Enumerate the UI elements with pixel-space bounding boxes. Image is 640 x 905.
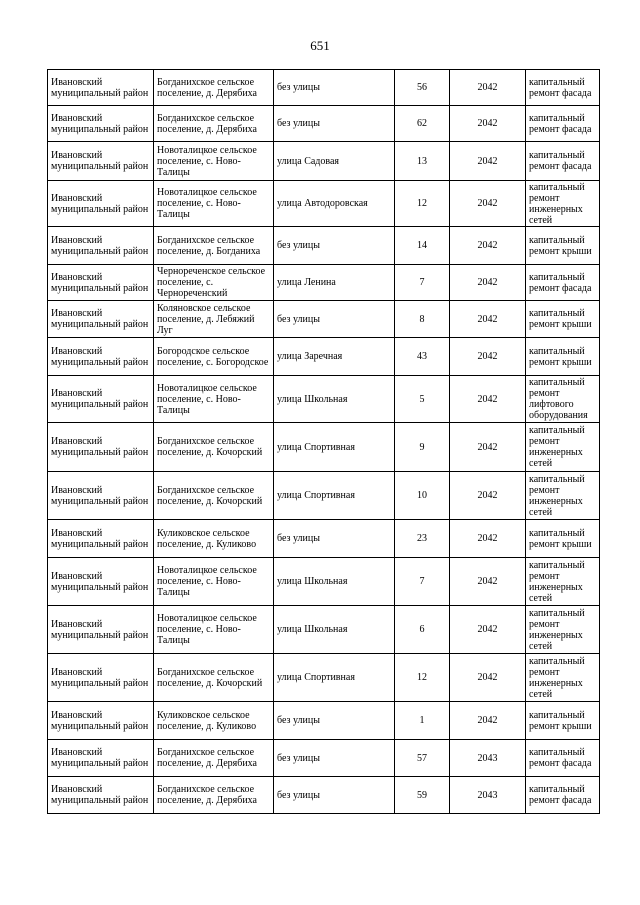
house-number-cell: 7 [395,265,450,301]
house-number-cell: 12 [395,181,450,227]
house-number-cell: 6 [395,606,450,654]
year-cell: 2042 [450,654,526,702]
district-cell: Ивановский муниципальный район [48,181,154,227]
work-type-cell: капитальный ремонт крыши [526,338,600,376]
district-cell: Ивановский муниципальный район [48,142,154,181]
settlement-cell: Богданихское сельское поселение, д. Дерябиха [154,70,274,106]
settlement-cell: Богданихское сельское поселение, д. Дерябиха [154,740,274,777]
table-row [48,181,600,227]
settlement-cell: Чернореченское сельское поселение, с. Чернореченский [154,265,274,301]
work-type-cell: капитальный ремонт фасада [526,265,600,301]
year-cell: 2042 [450,181,526,227]
district-cell: Ивановский муниципальный район [48,376,154,423]
table-row [48,376,600,423]
house-number-cell: 10 [395,472,450,520]
district-cell: Ивановский муниципальный район [48,301,154,338]
settlement-cell: Богородское сельское поселение, с. Богородское [154,338,274,376]
work-type-cell: капитальный ремонт инженерных сетей [526,472,600,520]
settlement-cell: Богданихское сельское поселение, д. Кочорский [154,423,274,472]
year-cell: 2042 [450,606,526,654]
house-number-cell: 59 [395,777,450,814]
table-body [48,70,600,814]
street-cell: улица Автодоровская [274,181,395,227]
street-cell: улица Заречная [274,338,395,376]
district-cell: Ивановский муниципальный район [48,70,154,106]
street-cell: без улицы [274,777,395,814]
district-cell: Ивановский муниципальный район [48,702,154,740]
house-number-cell: 7 [395,558,450,606]
house-number-cell: 5 [395,376,450,423]
settlement-cell: Богданихское сельское поселение, д. Кочорский [154,472,274,520]
district-cell: Ивановский муниципальный район [48,423,154,472]
house-number-cell: 14 [395,227,450,265]
year-cell: 2042 [450,301,526,338]
year-cell: 2043 [450,777,526,814]
table-row [48,265,600,301]
table-row [48,472,600,520]
table-row [48,558,600,606]
table-row [48,702,600,740]
table-row [48,520,600,558]
year-cell: 2042 [450,106,526,142]
table-row [48,423,600,472]
table-row [48,606,600,654]
work-type-cell: капитальный ремонт крыши [526,227,600,265]
year-cell: 2042 [450,520,526,558]
table-row [48,70,600,106]
street-cell: без улицы [274,70,395,106]
settlement-cell: Богданихское сельское поселение, д. Дерябиха [154,777,274,814]
house-number-cell: 56 [395,70,450,106]
work-type-cell: капитальный ремонт фасада [526,70,600,106]
year-cell: 2042 [450,70,526,106]
work-type-cell: капитальный ремонт инженерных сетей [526,181,600,227]
street-cell: улица Спортивная [274,472,395,520]
table-row [48,142,600,181]
year-cell: 2042 [450,423,526,472]
district-cell: Ивановский муниципальный район [48,606,154,654]
settlement-cell: Куликовское сельское поселение, д. Куликово [154,702,274,740]
year-cell: 2042 [450,472,526,520]
district-cell: Ивановский муниципальный район [48,227,154,265]
table-row [48,777,600,814]
house-number-cell: 1 [395,702,450,740]
street-cell: без улицы [274,740,395,777]
work-type-cell: капитальный ремонт инженерных сетей [526,606,600,654]
district-cell: Ивановский муниципальный район [48,654,154,702]
settlement-cell: Новоталицкое сельское поселение, с. Ново-Талицы [154,142,274,181]
table-row [48,301,600,338]
year-cell: 2042 [450,227,526,265]
street-cell: улица Ленина [274,265,395,301]
settlement-cell: Куликовское сельское поселение, д. Куликово [154,520,274,558]
work-type-cell: капитальный ремонт инженерных сетей [526,654,600,702]
year-cell: 2042 [450,376,526,423]
settlement-cell: Новоталицкое сельское поселение, с. Ново-Талицы [154,558,274,606]
settlement-cell: Новоталицкое сельское поселение, с. Ново-Талицы [154,376,274,423]
settlement-cell: Новоталицкое сельское поселение, с. Ново-Талицы [154,181,274,227]
house-number-cell: 57 [395,740,450,777]
street-cell: без улицы [274,702,395,740]
street-cell: улица Спортивная [274,654,395,702]
district-cell: Ивановский муниципальный район [48,106,154,142]
street-cell: улица Школьная [274,376,395,423]
district-cell: Ивановский муниципальный район [48,265,154,301]
year-cell: 2042 [450,702,526,740]
year-cell: 2042 [450,142,526,181]
year-cell: 2042 [450,338,526,376]
work-type-cell: капитальный ремонт фасада [526,142,600,181]
work-type-cell: капитальный ремонт крыши [526,520,600,558]
work-type-cell: капитальный ремонт фасада [526,106,600,142]
settlement-cell: Новоталицкое сельское поселение, с. Ново-Талицы [154,606,274,654]
year-cell: 2043 [450,740,526,777]
table-row [48,338,600,376]
district-cell: Ивановский муниципальный район [48,777,154,814]
district-cell: Ивановский муниципальный район [48,338,154,376]
street-cell: улица Спортивная [274,423,395,472]
street-cell: без улицы [274,520,395,558]
district-cell: Ивановский муниципальный район [48,520,154,558]
settlement-cell: Богданихское сельское поселение, д. Дерябиха [154,106,274,142]
street-cell: улица Школьная [274,606,395,654]
house-number-cell: 9 [395,423,450,472]
district-cell: Ивановский муниципальный район [48,558,154,606]
table-row [48,106,600,142]
house-number-cell: 62 [395,106,450,142]
district-cell: Ивановский муниципальный район [48,740,154,777]
settlement-cell: Богданихское сельское поселение, д. Богданиха [154,227,274,265]
house-number-cell: 12 [395,654,450,702]
work-type-cell: капитальный ремонт инженерных сетей [526,423,600,472]
street-cell: без улицы [274,227,395,265]
table-row [48,740,600,777]
settlement-cell: Коляновское сельское поселение, д. Лебяжий Луг [154,301,274,338]
table-row [48,654,600,702]
work-type-cell: капитальный ремонт инженерных сетей [526,558,600,606]
work-type-cell: капитальный ремонт лифтового оборудования [526,376,600,423]
street-cell: без улицы [274,301,395,338]
street-cell: без улицы [274,106,395,142]
work-type-cell: капитальный ремонт крыши [526,702,600,740]
settlement-cell: Богданихское сельское поселение, д. Кочорский [154,654,274,702]
work-type-cell: капитальный ремонт фасада [526,777,600,814]
house-number-cell: 43 [395,338,450,376]
year-cell: 2042 [450,265,526,301]
street-cell: улица Садовая [274,142,395,181]
housing-repair-table [47,69,600,814]
street-cell: улица Школьная [274,558,395,606]
work-type-cell: капитальный ремонт крыши [526,301,600,338]
page-number: 651 [310,38,330,53]
house-number-cell: 23 [395,520,450,558]
year-cell: 2042 [450,558,526,606]
table-row [48,227,600,265]
house-number-cell: 13 [395,142,450,181]
house-number-cell: 8 [395,301,450,338]
work-type-cell: капитальный ремонт фасада [526,740,600,777]
district-cell: Ивановский муниципальный район [48,472,154,520]
